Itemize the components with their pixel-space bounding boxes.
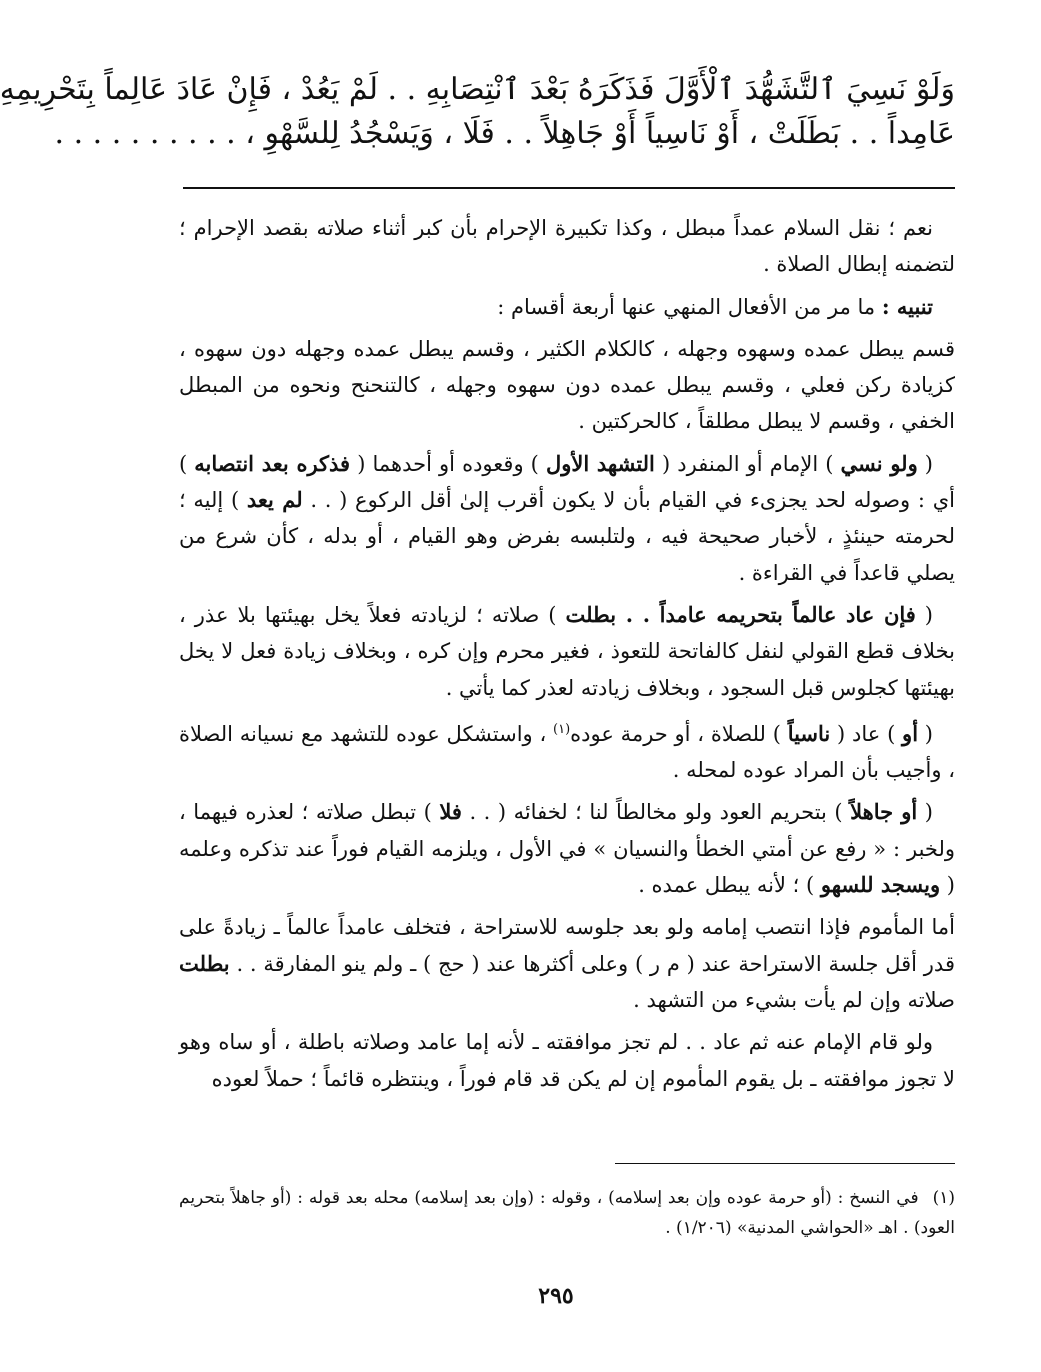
separator-rule — [183, 187, 955, 189]
footnote — [179, 1183, 955, 1243]
footnote-text: في النسخ : (أو حرمة عوده وإن بعد إسلامه) ، وقوله : (وإن بعد إسلامه) محله بعد قوله : (أو جاهلاً بتحريم العود) . اهـ «الحواشي المدنية» (١/٢٠٦) . — [179, 1188, 955, 1238]
text-run: ) إليه ؛ لحرمته حينئذٍ ، لأخبار صحيحة فيه ، ولتلبسه بفرض وهو القيام ، أو بدله ، كأن شرع من يصلي قاعداً في القراءة . — [179, 488, 955, 585]
paragraph-text: ولو قام الإمام عنه ثم عاد . . لم تجز موافقته ـ لأنه إما عامد وصلاته باطلة ، أو ساه وهو لا تجوز موافقته ـ بل يقوم المأموم إن لم يكن قد قام فوراً ، وينتظره قائماً ؛ حملاً لعوده — [179, 1030, 955, 1091]
paragraph-text: ما مر من الأفعال المنهي عنها أربعة أقسام : — [497, 294, 882, 319]
text-run: ) ؛ لأنه يبطل عمده . — [638, 873, 821, 898]
page-number: ٢٩٥ — [538, 1283, 574, 1309]
matn-quote: فلا — [439, 799, 462, 825]
text-run: ) بتحريم العود ولو مخالطاً لنا ؛ لخفائه ( . . — [461, 800, 851, 825]
matn-text — [0, 68, 955, 156]
matn-quote: أو — [902, 720, 919, 746]
paragraph — [179, 712, 955, 789]
matn-quote: ناسياً — [787, 720, 831, 746]
paragraph-text: نعم ؛ نقل السلام عمداً مبطل ، وكذا تكبيرة الإحرام بأن كبر أثناء صلاته بقصد الإحرام ؛ لتضمنه إبطال الصلاة . — [179, 216, 955, 277]
note-label: تنبيه : — [881, 293, 933, 319]
matn-quote: ولو نسي — [840, 450, 918, 476]
footnote-marker: (١) — [553, 721, 571, 737]
paragraph — [179, 909, 955, 1018]
text-run: ) للصلاة ، أو حرمة عوده — [570, 721, 788, 746]
paragraph — [179, 289, 955, 325]
matn-quote: لم يعد — [246, 487, 303, 513]
footnote-separator — [615, 1163, 955, 1164]
paragraph — [179, 597, 955, 706]
text-run: ) وقعوده أو أحدهما ( — [350, 451, 546, 476]
footnote-number: (١) — [932, 1188, 955, 1208]
paragraph — [179, 446, 955, 591]
text-run: ( — [918, 721, 934, 746]
paragraph-text: قسم يبطل عمده وسهوه وجهله ، كالكلام الكثير ، وقسم يبطل عمده وجهله دون سهوه ، كزيادة ركن فعلي ، وقسم يبطل عمده دون سهوه وجهله ، كالتنحنح ونحوه من المبطل الخفي ، وقسم لا يبطل مطلقاً ، كالحركتين . — [179, 336, 955, 434]
matn-quote: فإن عاد عالماً بتحريمه عامداً . . بطلت — [565, 601, 916, 627]
matn-line: عَامِداً . . بَطَلَتْ ، أَوْ نَاسِياً أَوْ جَاهِلاً . . فَلَا ، وَيَسْجُدُ لِلسَّهْوِ ، . . . . . . . . . . — [54, 116, 955, 151]
text-run: ( — [917, 451, 933, 476]
paragraph — [179, 794, 955, 903]
text-run: ) صلاته ؛ لزيادته فعلاً يخل بهيئتها بلا عذر ، بخلاف قطع القولي لنفل كالفاتحة للتعوذ ، فغير محرم وإن كره ، وبخلاف زيادة فعل لا يخل بهيئتها كجلوس قبل السجود ، وبخلاف زيادته لعذر كما يأتي . — [179, 602, 955, 700]
matn-quote: ويسجد للسهو — [820, 872, 941, 898]
matn-quote: التشهد الأول — [545, 450, 655, 476]
emphasis: بطلت — [179, 950, 230, 976]
paragraph — [179, 331, 955, 440]
text-run: ، واستشكل عوده للتشهد مع نسيانه الصلاة ، وأجيب بأن المراد عوده لمحله . — [179, 721, 955, 783]
matn-quote: فذكره بعد انتصابه — [194, 450, 351, 476]
text-run: ) عاد ( — [830, 721, 903, 746]
matn-line: وَلَوْ نَسِيَ ٱلتَّشَهُّدَ ٱلْأَوَّلَ فَذَكَرَهُ بَعْدَ ٱنْتِصَابِهِ . . لَمْ يَعُدْ ، فَإِنْ عَادَ عَالِماً بِتَحْرِيمِهِ — [0, 72, 955, 107]
text-run: ) أي : وصوله لحد يجزىء في القيام بأن لا يكون أقرب إلىٰ أقل الركوع ( . . — [179, 451, 955, 513]
text-run: أما المأموم فإذا انتصب إمامه ولو بعد جلوسه للاستراحة ، فتخلف عامداً عالماً ـ زيادةً على قدر أقل جلسة الاستراحة عند ( م ر ) وعلى أكثرها عند ( حج ) ـ ولم ينو المفارقة . . — [179, 915, 955, 976]
text-run: ( — [917, 800, 933, 825]
paragraph — [179, 210, 955, 283]
commentary-text — [179, 210, 955, 1103]
matn-quote: أو جاهلاً — [850, 799, 918, 825]
text-run: ( — [915, 602, 934, 627]
text-run: صلاته وإن لم يأت بشيء من التشهد . — [633, 987, 955, 1012]
text-run: ) الإمام أو المنفرد ( — [654, 451, 841, 476]
paragraph — [179, 1024, 955, 1097]
text-run: ) تبطل صلاته ؛ لعذره فيهما ، ولخبر : « رفع عن أمتي الخطأ والنسيان » في الأول ، ويلزمه القيام فوراً عند تذكره وعلمه ( — [179, 800, 955, 898]
